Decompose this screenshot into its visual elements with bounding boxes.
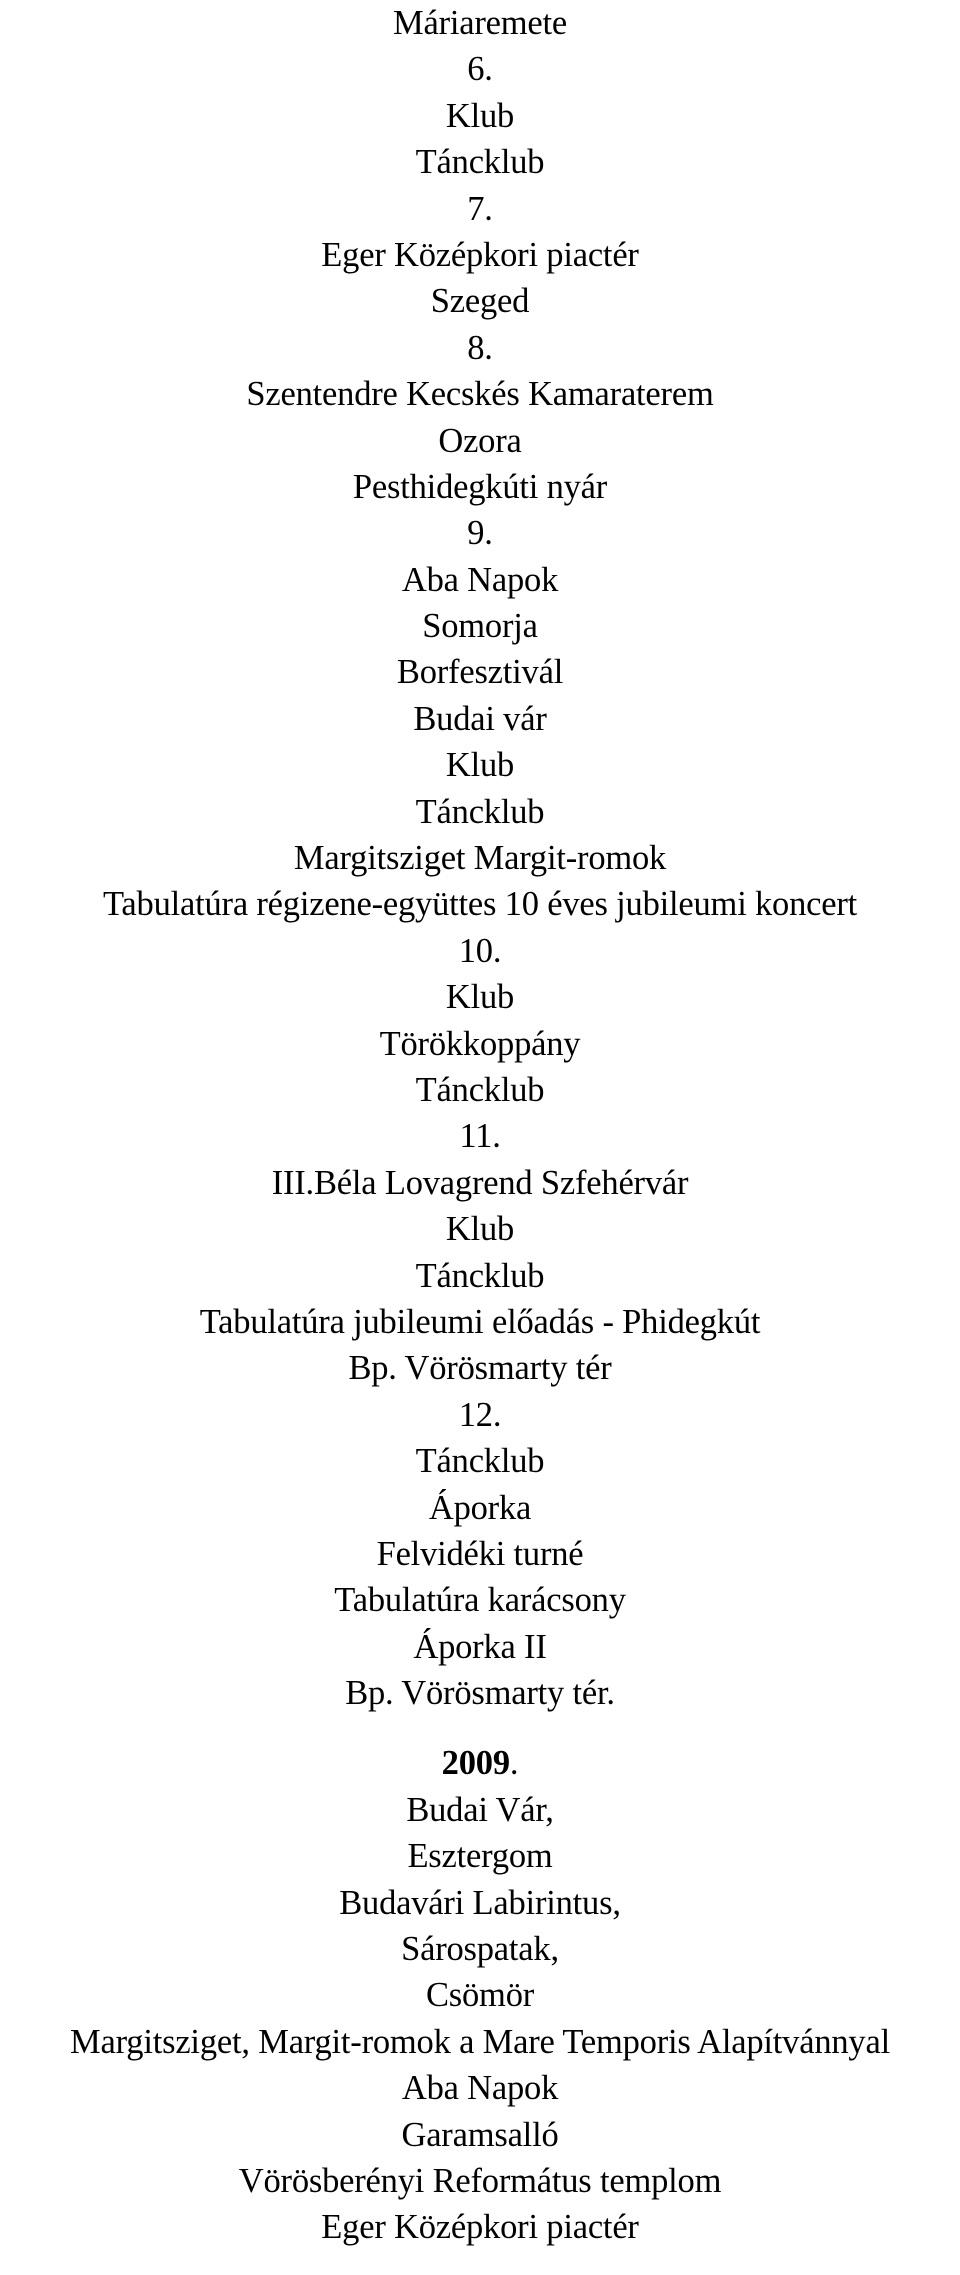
event-2008-line: Tabulatúra régizene-együttes 10 éves jubileumi koncert <box>102 885 858 924</box>
section-gap <box>0 1716 960 1740</box>
year-heading <box>0 1740 960 1786</box>
event-2008-line: III.Béla Lovagrend Szfehérvár <box>271 1163 689 1202</box>
event-2008-line: Pesthidegkúti nyár <box>352 467 608 506</box>
event-2009-line: Csömör <box>425 1976 535 2015</box>
event-2008-line: Áporka <box>428 1488 532 1527</box>
event-2009-line: Garamsalló <box>401 2115 559 2154</box>
event-2008-line: Klub <box>445 1210 515 1249</box>
event-2008-line: Margitsziget Margit-romok <box>293 839 667 878</box>
event-2008-line: Budai vár <box>413 699 547 738</box>
event-2008-line: Klub <box>445 746 515 785</box>
event-2008-line: Szeged <box>430 282 530 321</box>
event-2008-line: Bp. Vörösmarty tér. <box>345 1674 615 1713</box>
event-2009-line: Aba Napok <box>401 2069 559 2108</box>
event-2008-line: Felvidéki turné <box>376 1534 584 1573</box>
event-2008-line: 7. <box>467 189 493 228</box>
event-2008-line: 10. <box>458 931 502 970</box>
event-2008-line: Somorja <box>422 607 538 646</box>
event-2008-line: 11. <box>459 1117 501 1156</box>
event-2009-line: Sárospatak, <box>401 1930 559 1969</box>
event-2008-line: Táncklub <box>415 1442 545 1481</box>
event-2008-line: Táncklub <box>415 143 545 182</box>
event-2009-line: Budai Vár, <box>406 1790 554 1829</box>
event-2008-line: Klub <box>445 978 515 1017</box>
event-2008-line: Bp. Vörösmarty tér <box>348 1349 612 1388</box>
event-2008-line: 12. <box>458 1395 502 1434</box>
event-list-2009 <box>0 1787 960 2251</box>
event-2008-line: 6. <box>467 50 493 89</box>
event-2008-line: Eger Középkori piactér <box>321 235 639 274</box>
event-2009-line: Vörösberényi Református templom <box>238 2161 722 2200</box>
event-2008-line: Táncklub <box>415 792 545 831</box>
event-2008-line: Tabulatúra karácsony <box>334 1581 626 1620</box>
year-heading-dot: . <box>509 1744 519 1783</box>
event-2008-line: 8. <box>467 328 493 367</box>
event-2008-line: Máriaremete <box>392 4 568 42</box>
event-2008-line: Klub <box>445 96 515 135</box>
event-2008-line: 9. <box>467 514 493 553</box>
event-2009-line: Budavári Labirintus, <box>339 1883 621 1922</box>
event-2009-line: Eger Középkori piactér <box>321 2208 639 2247</box>
event-2009-line: Margitsziget, Margit-romok a Mare Temporis Alapítvánnyal <box>70 2022 890 2061</box>
event-2008-line: Törökkoppány <box>379 1024 581 1063</box>
event-2009-line: Esztergom <box>407 1837 553 1876</box>
event-2008-line: Áporka II <box>413 1627 547 1666</box>
event-2008-line: Táncklub <box>415 1256 545 1295</box>
year-heading-number: 2009 <box>441 1744 510 1783</box>
event-2008-line: Táncklub <box>415 1070 545 1109</box>
event-2008-line: Tabulatúra jubileumi előadás - Phidegkút <box>199 1302 761 1341</box>
event-2008-line: Aba Napok <box>401 560 559 599</box>
event-2008-line: Szentendre Kecskés Kamaraterem <box>246 375 714 414</box>
event-2008-line: Ozora <box>438 421 522 460</box>
event-2008-line: Borfesztivál <box>396 653 564 692</box>
